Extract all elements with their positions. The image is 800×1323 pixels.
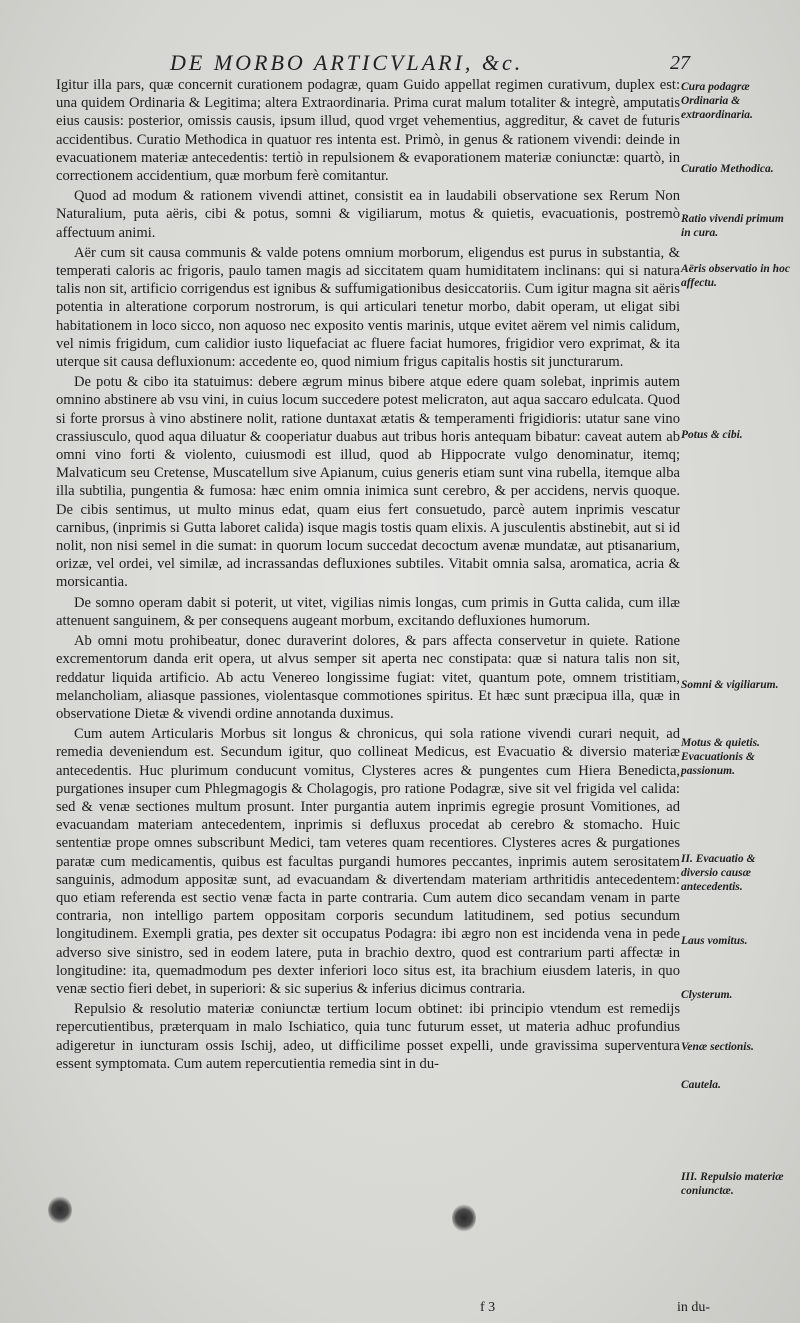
marginal-note: Somni & vigiliarum. bbox=[681, 679, 779, 691]
marginal-note: Clysterum. bbox=[681, 989, 733, 1001]
ink-stain bbox=[452, 1204, 476, 1232]
paragraph: De somno operam dabit si poterit, ut vitet, vigilias nimis longas, cum primis in Gutta calida, cum illæ attenuent sanguinem, & per consequens augeant morbum, excitando defluxiones humorum. bbox=[56, 594, 680, 629]
marginal-note: II. Evacuatio & diversio causæ antecedentis. bbox=[681, 853, 756, 893]
marginal-note: Cura podagræ Ordinaria & extraordinaria. bbox=[681, 81, 753, 121]
paragraph: Ab omni motu prohibeatur, donec duraverint dolores, & pars affecta conservetur in quiete. Ratione excrementorum danda erit opera, ut alvus semper sit aperta nec constipata: quæ si natura talis non sit, reddatur liquida artificio. Ab actu Venereo longissime fugiat: vitet, quantum pote, omnem tristitiam, melancholiam, aliasque passiones, violentasque commotiones spiritus. Et hæc sunt præcipua illa, quæ in observatione Dietæ & vivendi ordine annotanda duximus. bbox=[56, 633, 680, 722]
paragraph: De potu & cibo ita statuimus: debere ægrum minus bibere atque edere quam solebat, inprimis autem omnino abstinere ab vsu vini, in cuius locum succedere potest melicraton, aut aqua saccaro edulcata. Quod si forte prorsus à vino abstinere nolit, ratione duntaxat ætatis & temperamenti frigidioris: utatur sane vino crassiusculo, quod aqua diluatur & cooperiatur duabus aut tribus horis antequam bibatur: caveat autem ab omni vino forti & violento, cuiusmodi est illud, quod ab Hippocrate vulgo denominatur, itemq; Malvaticum seu Cretense, Muscatellum sive Apianum, cuius generis etiam sunt vina rubella, itemque alba illa subtilia, pungentia & fumosa: hæc enim omnia inimica sunt cerebro, & per accidens, nervis quoque. De cibis sentimus, ut multo minus edat, quam eius fert consuetudo, parcè autem inprimis vescatur carnibus, (inprimis si Gutta laboret calida) isque magis tostis quam elixis. A jusculentis abstinebit, aut si id nolit, non nisi semel in die sumat: in quorum locum succedat decoctum avenæ mundatæ, aut ptisanarium, orizæ, vel ordei, vel similæ, ad incrassandas defluxiones subtiles. Vitabit omnia salsa, aromatica, acria & morsicantia. bbox=[56, 374, 680, 591]
paragraph: Aër cum sit causa communis & valde potens omnium morborum, eligendus est purus in substantia, & temperati caloris ac frigoris, paulo tamen magis ad siccitatem quam humiditatem inclinans: qui si natura talis non sit, artificio corrigendus est ignibus & suffumigationibus desiccatoriis. Cum igitur magna sit aëris potentia in alteratione corporum nostrorum, is qui articulari tenetur morbo, dabit operam, ut eligat sibi habitationem in loco sicco, non aquoso nec exposito ventis marinis, utque evitet aërem vel nimis calidum, vel nimis frigidum, cum calidior iusto liquefaciat ac fluere faciat humores, frigidior vero exprimat, & ita uterque sit causa defluxionum: accedente eo, quod nimium frigus capitalis hostis sit juncturarum. bbox=[56, 244, 680, 371]
paragraph: Cum autem Articularis Morbus sit longus & chronicus, qui sola ratione vivendi curari nequit, ad remedia deveniendum est. Secundum igitur, quo collineat Medicus, est Evacuatio & diversio materiæ antecedentis. Huc plurimum conducunt vomitus, Clysteres acres & pungentes cum Hiera Benedicta, purgationes insuper cum Phlegmagogis & Cholagogis, pro ratione Podagræ, sive sit vel frigida vel calida: sed & venæ sectiones multum prosunt. Inter purgantia autem inprimis egregie prosunt Vomitiones, ad evacuandam materiam antecedentem, inprimis si defluxus procedat ab cerebro & stomacho. Huic sententiæ prope omnes subscribunt Medici, tam veteres quam recentiores. Clysteres acres & purgationes paratæ cum medicamentis, quibus est facultas purgandi humores peccantes, inprimis autem serositatem sanguinis, admodum appositæ sunt, ad evacuandam & divertendam materiam arthritidis antecedentem: quo etiam referenda est sectio venæ facta in parte contraria. Cum autem dico secandam venam in parte contraria, non intelligo partem oppositam corporis secundum latitudinem, sed potius secundum longitudinem. Exempli gratia, pes dexter sit occupatus Podagra: ibi ægro non est incidenda vena in pede adverso sive sinistro, sed in eodem latere, puta in brachio dextro, quod est contrarium parti affectæ in longitudine: ita, quemadmodum pes dexter inferiori loco situs est, ita brachium eiusdem lateris, in quo venæ sectio fieri debet, in superiori: & sic superius & inferius dicimus contraria. bbox=[56, 726, 680, 997]
page-number: 27 bbox=[670, 52, 690, 74]
marginal-note: Curatio Methodica. bbox=[681, 163, 774, 175]
marginal-note: III. Repulsio materiæ coniunctæ. bbox=[681, 1171, 784, 1197]
marginal-note: Ratio vivendi primum in cura. bbox=[681, 213, 784, 239]
marginal-note: Laus vomitus. bbox=[681, 935, 748, 947]
paragraph: Quod ad modum & rationem vivendi attinet, consistit ea in laudabili observatione sex Rerum Non Naturalium, puta aëris, cibi & potus, somni & vigiliarum, motus & quietis, evacuationis, postremò affectuum animi. bbox=[56, 188, 680, 241]
marginal-note: Motus & quietis. Evacuationis & passionum. bbox=[681, 737, 760, 777]
ink-stain bbox=[48, 1196, 72, 1224]
marginal-note: Aëris observatio in hoc affectu. bbox=[681, 263, 790, 289]
marginal-note: Venæ sectionis. bbox=[681, 1041, 754, 1053]
paragraph: Repulsio & resolutio materiæ coniunctæ tertium locum obtinet: ibi principio vtendum est remedijs repercutientibus, præterquam in malo Ischiatico, quia tunc futurum esset, ut materia adhuc profundius adigeretur in iuncturam ossis Ischij, adeo, ut difficilime posset expelli, unde gravissima superventura essent symptomata. Cum autem repercutientia remedia sint in du- bbox=[56, 1001, 680, 1072]
page-footer bbox=[480, 1300, 710, 1316]
catchword: in du- bbox=[676, 1300, 710, 1315]
signature-mark: f 3 bbox=[480, 1300, 496, 1315]
running-title: DE MORBO ARTICVLARI, &c. bbox=[170, 50, 524, 75]
marginal-note: Potus & cibi. bbox=[681, 429, 743, 441]
main-text bbox=[56, 76, 680, 1075]
marginal-note: Cautela. bbox=[681, 1079, 721, 1091]
paragraph: Igitur illa pars, quæ concernit curationem podagræ, quam Guido appellat regimen curativum, duplex est: una quidem Ordinaria & Legitima; altera Extraordinaria. Prima curat malum totaliter & integrè, amputatis eius causis: posterior, omissis causis, ipsum illud, quod vrget vehementius, aggreditur, & cavet de futuris accidentibus. Curatio Methodica in quatuor res intenta est. Primò, in genus & rationem vivendi: deinde in evacuationem materiæ antecedentis: tertiò in repulsionem & evaporationem materiæ coniunctæ: quartò, in correctionem accidentium, quæ morbum ferè comitantur. bbox=[56, 77, 680, 185]
